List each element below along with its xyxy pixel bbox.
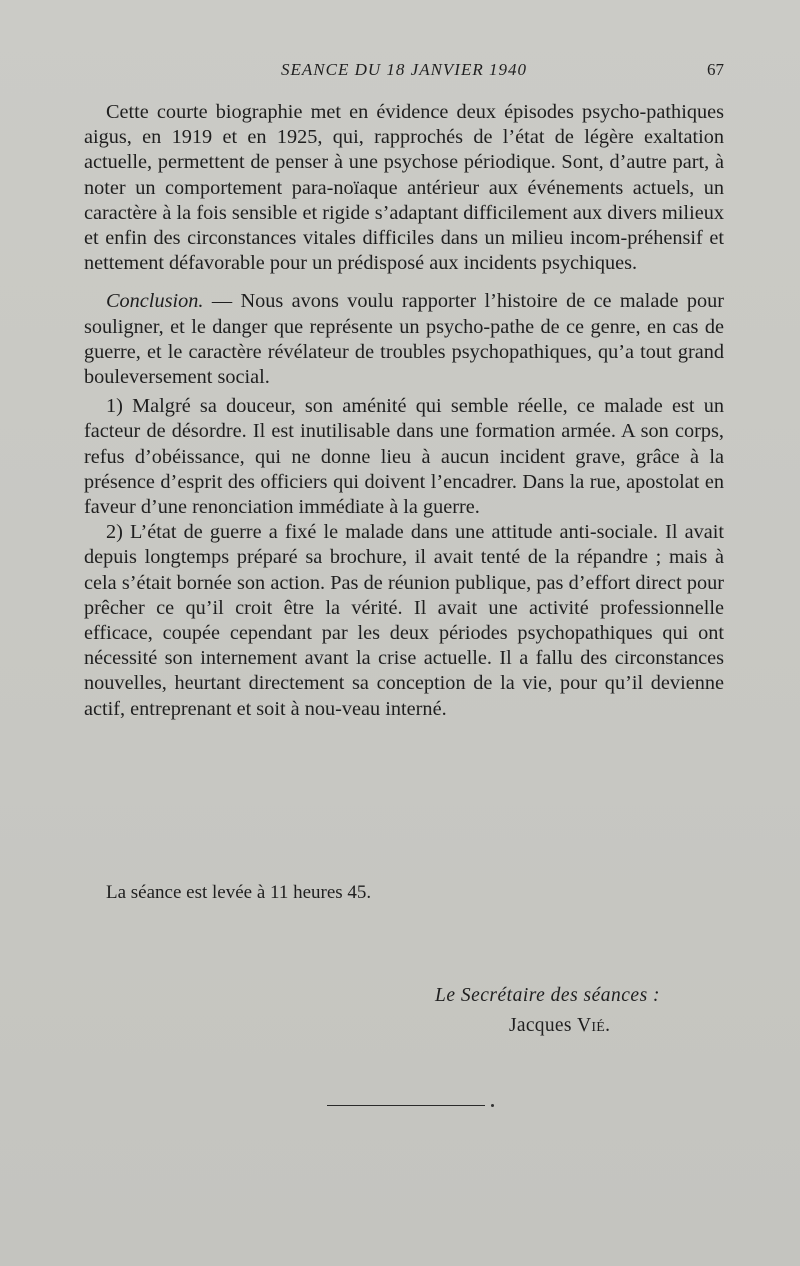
paragraph-point-2: 2) L’état de guerre a fixé le malade dans une attitude anti-sociale. Il avait depuis longtemps préparé sa brochure, il avait tenté de la répandre ; mais à cela s’était bornée son action. Pas de réunion publique, pas d’effort direct pour prêcher ce qu’il croit être la vérité. Il avait une activité professionnelle efficace, coupée cependant par les deux périodes psychopathiques qui ont nécessité son internement avant la crise actuelle. Il a fallu des circonstances nouvelles, heurtant directement sa conception de la vie, pour qu’il devienne actif, entreprenant et soit à nou-veau interné.	[84, 521, 724, 720]
signature-name	[509, 1015, 610, 1037]
signature-role: Le Secrétaire des séances :	[435, 985, 661, 1006]
signature-last-name: Vié.	[576, 1015, 611, 1036]
conclusion-text: — Nous avons voulu rapporter l’histoire de ce malade pour souligner, et le danger que représente un psycho-pathe de ce genre, en cas de guerre, et le caractère révélateur de troubles psychopathiques, qu’a tout grand bouleversement social.	[84, 290, 724, 389]
signature-first-name: Jacques	[509, 1015, 572, 1036]
page-number: 67	[707, 60, 724, 79]
end-rule-dot	[491, 1104, 494, 1107]
body-text	[84, 100, 724, 722]
header-title: SEANCE DU 18 JANVIER 1940	[281, 60, 527, 79]
paragraph-point-1: 1) Malgré sa douceur, son aménité qui semble réelle, ce malade est un facteur de désordre. Il est inutilisable dans une formation armée. A son corps, refus d’obéissance, qui ne donne lieu à aucun incident grave, grâce à la présence d’esprit des officiers qui doivent l’encadrer. Dans la rue, apostolat en faveur d’une renonciation immédiate à la guerre.	[84, 395, 724, 519]
end-rule	[327, 1105, 485, 1106]
paragraph-conclusion	[84, 289, 724, 390]
paragraph-biography: Cette courte biographie met en évidence deux épisodes psycho-pathiques aigus, en 1919 et en 1925, qui, rapprochés de l’état de légère exaltation actuelle, permettent de penser à une psychose périodique. Sont, d’autre part, à noter un comportement para-noïaque antérieur aux événements actuels, un caractère à la fois sensible et rigide s’adaptant difficilement aux divers milieux et enfin des circonstances vitales difficiles dans un milieu incom-préhensif et nettement défavorable pour un prédisposé aux incidents psychiques.	[84, 101, 724, 275]
closing-line: La séance est levée à 11 heures 45.	[106, 882, 372, 903]
running-header	[84, 60, 724, 86]
conclusion-lead: Conclusion.	[106, 290, 204, 313]
